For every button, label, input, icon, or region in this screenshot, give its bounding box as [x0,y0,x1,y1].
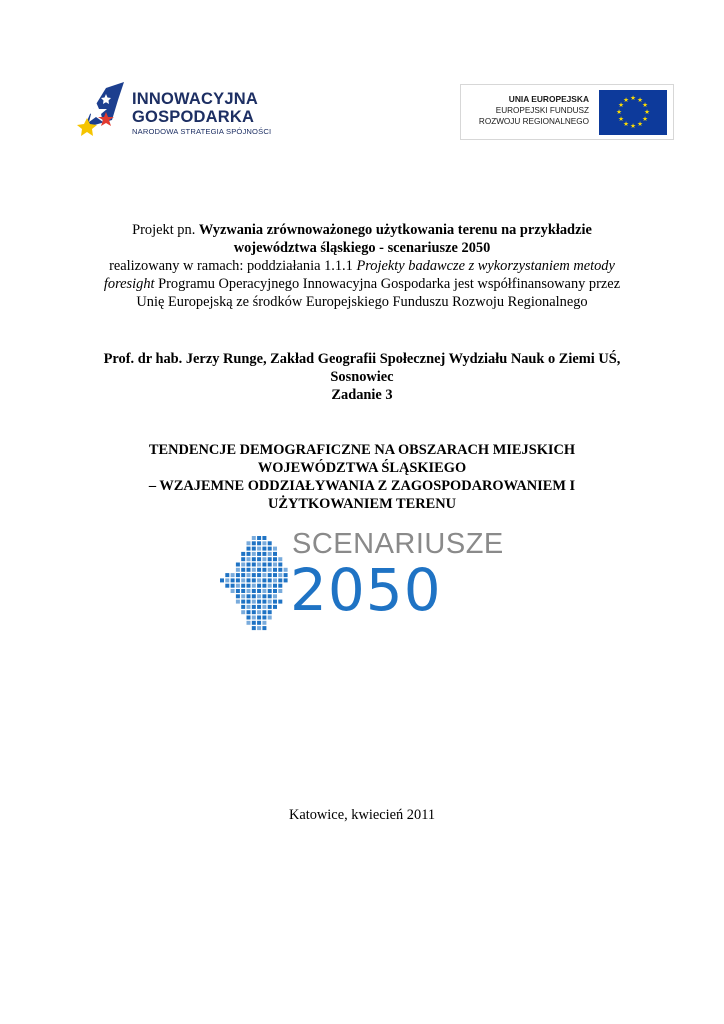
author-line: Prof. dr hab. Jerzy Runge, Zakład Geografii Społecznej Wydziału Nauk o Ziemi UŚ, [103,351,621,367]
map-pixel [241,594,245,598]
map-pixel [262,621,266,625]
report-title-line4: UŻYTKOWANIEM TERENU [267,496,457,512]
map-pixel [278,568,282,572]
eu-flag-icon [599,90,667,135]
map-pixel [262,552,266,556]
map-pixel [257,584,261,588]
scenariusze-year: 2050 [290,556,442,624]
map-pixel [273,563,277,567]
map-pixel [268,578,272,582]
map-pixel [252,578,256,582]
map-pixel [262,616,266,620]
project-title-line2: województwa śląskiego - scenariusze 2050 [233,240,491,256]
svg-text:★: ★ [618,101,624,109]
map-pixel [262,573,266,577]
map-pixel [262,557,266,561]
star-emblem-icon [76,80,132,142]
map-pixel [262,547,266,551]
task-number: Zadanie 3 [331,387,393,403]
map-pixel [268,573,272,577]
svg-text:★: ★ [642,115,648,123]
map-pixel [257,610,261,614]
map-pixel [241,584,245,588]
map-pixel [273,594,277,598]
map-pixel [231,589,235,593]
map-pixel [262,536,266,540]
map-pixel [257,594,261,598]
map-pixel [273,578,277,582]
map-pixel [268,616,272,620]
map-pixel [247,547,251,551]
map-pixel [241,568,245,572]
map-pixel [268,610,272,614]
map-pixel [268,541,272,545]
map-pixel [241,573,245,577]
map-pixel [262,594,266,598]
map-pixel [241,600,245,604]
project-title-line1: Wyzwania zrównoważonego użytkowania terenu na przykładzie [198,222,592,238]
map-pixel [241,610,245,614]
map-pixel [257,568,261,572]
map-pixel [252,541,256,545]
map-pixel [257,541,261,545]
map-pixel [236,573,240,577]
eu-line-rozwoju: ROZWOJU REGIONALNEGO [478,117,589,126]
map-pixel [252,594,256,598]
scenariusze-word: SCENARIUSZE [292,528,504,560]
map-pixel [257,616,261,620]
map-pixel [257,605,261,609]
map-pixel [252,547,256,551]
map-pixel [252,552,256,556]
report-title-line3: – WZAJEMNE ODDZIAŁYWANIA Z ZAGOSPODAROWANIEM I [148,478,576,494]
map-pixel [262,541,266,545]
project-prefix: Projekt pn. [132,222,199,238]
svg-text:★: ★ [623,120,629,128]
map-pixel [241,589,245,593]
map-pixel [262,610,266,614]
map-pixel [252,610,256,614]
map-pixel [273,584,277,588]
map-pixel [236,568,240,572]
map-pixel [268,589,272,593]
logo-line-strategia: NARODOWA STRATEGIA SPÓJNOŚCI [132,127,272,136]
map-pixel [236,584,240,588]
map-pixel [257,536,261,540]
map-pixel [236,563,240,567]
map-pixel [241,605,245,609]
silesia-map-icon [220,536,290,632]
map-pixel [225,578,229,582]
author-block [60,350,664,404]
place-date: Katowice, kwiecień 2011 [288,807,436,823]
svg-text:★: ★ [637,120,643,128]
map-pixel [278,573,282,577]
project-description [60,221,664,311]
map-pixel [236,600,240,604]
map-pixel [257,557,261,561]
map-pixel [241,552,245,556]
map-pixel [252,557,256,561]
author-city: Sosnowiec [330,369,394,385]
funding-line: Unię Europejską ze środków Europejskiego Funduszu Rozwoju Regionalnego [136,294,588,310]
map-pixel [247,594,251,598]
map-pixel [247,600,251,604]
map-pixel [257,563,261,567]
map-pixel [257,552,261,556]
svg-text:★: ★ [642,101,648,109]
map-pixel [231,584,235,588]
map-pixel [278,563,282,567]
map-pixel [247,552,251,556]
map-pixel [252,626,256,630]
map-pixel [247,584,251,588]
map-pixel [268,547,272,551]
report-title [60,441,664,513]
svg-text:★: ★ [616,108,622,116]
map-pixel [247,605,251,609]
map-pixel [231,573,235,577]
map-pixel [257,589,261,593]
map-pixel [247,589,251,593]
map-pixel [273,573,277,577]
map-pixel [268,594,272,598]
innowacyjna-gospodarka-logo [76,80,296,142]
map-pixel [257,578,261,582]
svg-text:★: ★ [637,96,643,104]
eu-line-fundusz: EUROPEJSKI FUNDUSZ [495,106,589,115]
map-pixel [252,616,256,620]
map-pixel [236,578,240,582]
map-pixel [268,568,272,572]
eu-logo [460,84,674,140]
map-pixel [273,600,277,604]
map-pixel [257,621,261,625]
map-pixel [225,584,229,588]
scenariusze-2050-logo [220,528,504,633]
map-pixel [284,578,288,582]
map-pixel [252,536,256,540]
foresight-rest: Programu Operacyjnego Innowacyjna Gospodarka jest współfinansowany przez [154,276,621,292]
map-pixel [262,584,266,588]
map-pixel [252,584,256,588]
map-pixel [236,589,240,593]
map-pixel [268,552,272,556]
map-pixel [273,552,277,556]
map-pixel [247,616,251,620]
map-pixel [241,563,245,567]
map-pixel [247,573,251,577]
report-title-line1: TENDENCJE DEMOGRAFICZNE NA OBSZARACH MIEJSKICH [148,442,576,458]
map-pixel [247,563,251,567]
map-pixel [284,573,288,577]
map-pixel [257,626,261,630]
map-pixel [225,573,229,577]
realized-prefix: realizowany w ramach: poddziałania 1.1.1 [109,258,357,274]
report-title-line2: WOJEWÓDZTWA ŚLĄSKIEGO [257,460,467,476]
map-pixel [273,589,277,593]
map-pixel [262,626,266,630]
map-pixel [252,573,256,577]
foresight-italic: foresight [103,276,155,292]
map-pixel [268,563,272,567]
map-pixel [262,563,266,567]
map-pixel [262,568,266,572]
map-pixel [278,578,282,582]
realized-italic: Projekty badawcze z wykorzystaniem metody [356,258,615,274]
map-pixel [247,578,251,582]
map-pixel [247,557,251,561]
map-pixel [252,563,256,567]
map-pixel [262,605,266,609]
map-pixel [257,600,261,604]
map-pixel [278,600,282,604]
map-pixel [241,578,245,582]
map-pixel [252,605,256,609]
map-pixel [257,547,261,551]
map-pixel [252,600,256,604]
map-pixel [273,557,277,561]
map-pixel [241,557,245,561]
map-pixel [247,621,251,625]
map-pixel [273,605,277,609]
map-pixel [252,589,256,593]
map-pixel [262,589,266,593]
map-pixel [268,605,272,609]
map-pixel [247,610,251,614]
svg-text:★: ★ [644,108,650,116]
map-pixel [257,573,261,577]
map-pixel [220,578,224,582]
svg-text:★: ★ [630,122,636,130]
map-pixel [247,568,251,572]
svg-text:★: ★ [623,96,629,104]
map-pixel [247,541,251,545]
map-pixel [262,600,266,604]
logo-line-gospodarka: GOSPODARKA [132,108,255,126]
map-pixel [273,568,277,572]
eu-line-unia: UNIA EUROPEJSKA [508,94,589,104]
map-pixel [273,547,277,551]
map-pixel [278,584,282,588]
map-pixel [268,557,272,561]
map-pixel [278,557,282,561]
map-pixel [268,584,272,588]
map-pixel [252,621,256,625]
map-pixel [278,589,282,593]
svg-text:★: ★ [630,94,636,102]
logo-line-innowacyjna: INNOWACYJNA [132,90,258,108]
map-pixel [231,578,235,582]
map-pixel [236,594,240,598]
map-pixel [284,568,288,572]
svg-text:★: ★ [618,115,624,123]
map-pixel [262,578,266,582]
map-pixel [268,600,272,604]
map-pixel [252,568,256,572]
